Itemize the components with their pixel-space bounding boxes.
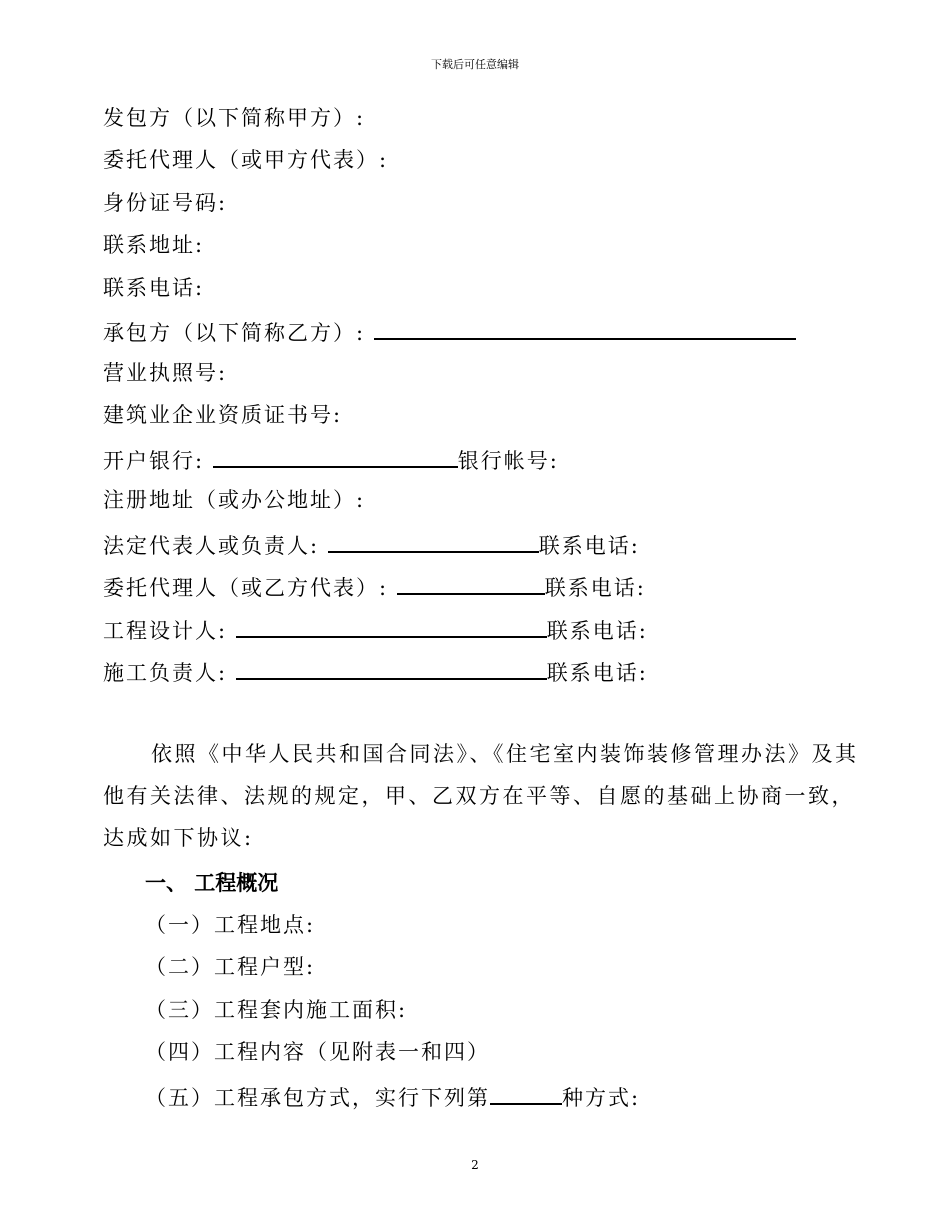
field-employer-agent-label: 委托代理人（或甲方代表）: [103, 148, 389, 172]
field-qualification [103, 401, 342, 429]
agreement-paragraph: 依照《中华人民共和国合同法》、《住宅室内装饰装修管理办法》及其他有关法律、法规的规定，甲、乙双方在平等、自愿的基础上协商一致，达成如下协议: [103, 742, 859, 850]
field-reg-address [103, 486, 365, 514]
page-header: 下载后可任意编辑 [431, 58, 519, 71]
contractor-agent-blank[interactable] [397, 571, 545, 595]
field-contractor-agent-label: 委托代理人（或乙方代表）: [103, 576, 389, 600]
field-reg-address-label: 注册地址（或办公地址）: [103, 488, 366, 512]
page-number: 2 [471, 1158, 479, 1172]
field-contractor-agent [103, 571, 646, 602]
item-contract-mode-prefix: （五）工程承包方式，实行下列第 [145, 1086, 490, 1110]
field-id-number [103, 189, 227, 217]
item-contract-mode [145, 1081, 640, 1112]
item-content: （四）工程内容（见附表一和四） [145, 1040, 490, 1064]
legal-rep-blank[interactable] [328, 529, 539, 553]
field-legal-rep [103, 529, 640, 560]
item-area: （三）工程套内施工面积: [145, 998, 408, 1022]
field-phone [103, 274, 204, 302]
contractor-blank[interactable] [374, 316, 796, 340]
field-employer-label: 发包方（以下简称甲方）: [103, 106, 366, 130]
field-bank-label: 开户银行: [103, 449, 205, 473]
field-license-label: 营业执照号: [103, 361, 228, 385]
contract-mode-blank[interactable] [490, 1081, 562, 1105]
field-id-number-label: 身份证号码: [103, 191, 228, 215]
designer-blank[interactable] [236, 614, 547, 638]
field-employer [103, 104, 365, 132]
section-title: 一、 工程概况 [145, 871, 279, 895]
field-account-label: 银行帐号: [457, 449, 559, 473]
field-contractor-label: 承包方（以下简称乙方）: [103, 321, 366, 345]
field-construction-lead-phone-label: 联系电话: [546, 661, 648, 685]
field-designer-label: 工程设计人: [103, 619, 228, 643]
construction-lead-blank[interactable] [236, 656, 547, 680]
field-legal-rep-label: 法定代表人或负责人: [103, 534, 320, 558]
field-designer-phone-label: 联系电话: [546, 619, 648, 643]
item-location: （一）工程地点: [145, 913, 316, 937]
field-license [103, 359, 227, 387]
field-designer [103, 614, 648, 645]
bank-blank[interactable] [213, 444, 458, 468]
field-contractor-agent-phone-label: 联系电话: [544, 576, 646, 600]
field-bank [103, 444, 559, 475]
field-construction-lead-label: 施工负责人: [103, 661, 228, 685]
field-phone-label: 联系电话: [103, 276, 205, 300]
field-address [103, 231, 204, 259]
field-construction-lead [103, 656, 648, 687]
field-address-label: 联系地址: [103, 233, 205, 257]
field-employer-agent [103, 146, 388, 174]
item-contract-mode-suffix: 种方式: [562, 1086, 641, 1110]
field-contractor [103, 316, 796, 347]
item-unit-type: （二）工程户型: [145, 955, 316, 979]
field-qualification-label: 建筑业企业资质证书号: [103, 403, 343, 427]
field-legal-rep-phone-label: 联系电话: [538, 534, 640, 558]
